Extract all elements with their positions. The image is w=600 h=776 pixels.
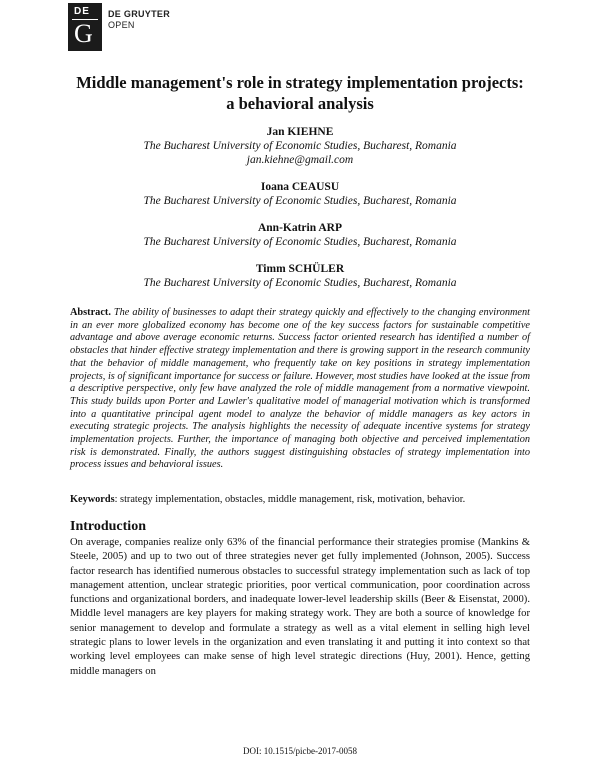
logo-g-text: G — [74, 19, 93, 48]
logo-de-text: DE — [74, 6, 90, 17]
author-affiliation: The Bucharest University of Economic Studies, Bucharest, Romania — [143, 140, 457, 152]
abstract-text: The ability of businesses to adapt their strategy quickly and effectively to the changing environment in an ever more globalized economy has become one of the key success factors for sustainable competitive advantage and above average economic returns. Success factor oriented research has identified a number of obstacles that hinder effective strategy implementation and there is growing support in the research community that the behavior of middle management, who frequently take on key positions in strategy implementation projects, is of significant importance for success or failure. However, most studies have looked at the issue from a descriptive perspective, only few have analyzed the role of middle management from a normative viewpoint. This study builds upon Porter and Lawler's qualitative model of managerial motivation which is transformed into a quantitative principal agent model to analyze the behavior of middle managers as key actors in executing strategic projects. The analysis highlights the necessity of adequate incentive systems for strategy implementation projects. Further, the importance of managing both objective and perceived implementation risk is demonstrated. Finally, the authors suggest distinguishing obstacles of strategy implementation into process issues and behavioral issues. — [70, 307, 531, 471]
author-name: Timm SCHÜLER — [255, 263, 345, 275]
publisher-logo — [68, 3, 102, 51]
keywords — [70, 493, 530, 506]
title-line-2: a behavioral analysis — [226, 94, 374, 113]
author-affiliation: The Bucharest University of Economic Studies, Bucharest, Romania — [143, 277, 457, 289]
doi-footer: DOI: 10.1515/picbe-2017-0058 — [243, 746, 357, 756]
title-line-1: Middle management's role in strategy implementation projects: — [76, 73, 524, 92]
introduction-heading: Introduction — [70, 519, 146, 534]
publisher-name — [108, 9, 170, 31]
author-name: Jan KIEHNE — [266, 126, 334, 138]
paper-title — [50, 72, 550, 114]
author-name: Ann-Katrin ARP — [257, 222, 343, 234]
publisher-line2: OPEN — [108, 20, 135, 30]
keywords-text: : strategy implementation, obstacles, middle management, risk, motivation, behavior. — [114, 494, 466, 505]
publisher-line1: DE GRUYTER — [108, 9, 171, 19]
abstract-label: Abstract. — [70, 307, 111, 318]
author-block-2 — [60, 180, 540, 208]
abstract — [70, 307, 530, 472]
keywords-label: Keywords — [70, 494, 115, 505]
author-email: jan.kiehne@gmail.com — [246, 154, 354, 166]
author-block-3 — [60, 221, 540, 249]
author-block-1 — [60, 125, 540, 167]
author-block-4 — [60, 262, 540, 290]
author-name: Ioana CEAUSU — [260, 181, 340, 193]
author-affiliation: The Bucharest University of Economic Studies, Bucharest, Romania — [143, 195, 457, 207]
introduction-text: On average, companies realize only 63% of the financial performance their strategies promise (Mankins & Steele, 2005) and up to two out of three strategies never get fully implemented (Johnson, 2005). Success factor research has identified numerous obstacles to successful strategy implementation such as lack of top management attention, unclear strategic priorities, poor vertical communication, poor coordination across functions and organizational borders, and inadequate lower-level leadership skills (Beer & Eisenstat, 2000). Middle level managers are key players for making strategy work. They are both a source of knowledge for senior management to develop and formulate a strategy as well as a vital element in selling high level strategic plans to lower levels in the organization and even translating it and putting it into context so that working level employees can make sense of high level strategic directions (Huy, 2001). Hence, getting middle managers on — [70, 537, 530, 677]
author-affiliation: The Bucharest University of Economic Studies, Bucharest, Romania — [143, 236, 457, 248]
